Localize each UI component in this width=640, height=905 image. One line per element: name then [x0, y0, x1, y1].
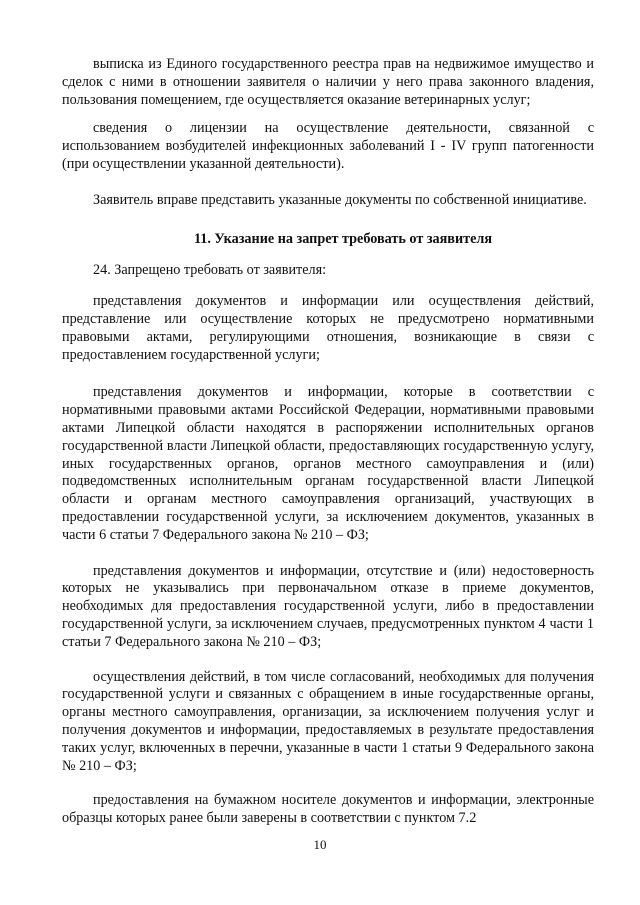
page-number: 10: [313, 837, 327, 852]
document-page: [62, 50, 594, 828]
section-heading: 11. Указание на запрет требовать от заявителя: [193, 230, 493, 247]
paragraph-prohibition-1: представления документов и информации или осуществления действий, представление или осуществление которых не предусмотрено нормативными правовыми актами, регулирующими отношения, возникающие в связи с предоставлением государственной услуги;: [62, 293, 594, 363]
paragraph-prohibition-5: предоставления на бумажном носителе документов и информации, электронные образцы которых ранее были заверены в соответствии с пунктом 7.2: [62, 792, 594, 827]
paragraph-prohibition-4: осуществления действий, в том числе согласований, необходимых для получения государственной услуги и связанных с обращением в иные государственные органы, органы местного самоуправления, организации, за исключением получения услуг и получения документов и информации, предоставляемых в результате предоставления таких услуг, включенных в перечни, указанные в части 1 статьи 9 Федерального закона № 210 – ФЗ;: [62, 668, 594, 774]
paragraph-license-info: сведения о лицензии на осуществление деятельности, связанной с использованием возбудителей инфекционных заболеваний I - IV групп патогенности (при осуществлении указанной деятельности).: [62, 120, 594, 172]
paragraph-prohibition-3: представления документов и информации, отсутствие и (или) недостоверность которых не указывались при первоначальном отказе в приеме документов, необходимых для предоставления государственной услуги, либо в предоставлении государственной услуги, за исключением случаев, предусмотренных пунктом 4 части 1 статьи 7 Федерального закона № 210 – ФЗ;: [62, 562, 594, 650]
paragraph-item-24: 24. Запрещено требовать от заявителя:: [93, 262, 327, 279]
paragraph-registry-extract: выписка из Единого государственного реестра прав на недвижимое имущество и сделок с ними в отношении заявителя о наличии у него права законного владения, пользования помещением, где осуществляется оказание ветеринарных услуг;: [62, 56, 594, 108]
paragraph-prohibition-2: представления документов и информации, которые в соответствии с нормативными правовыми актами Российской Федерации, нормативными правовыми актами Липецкой области находятся в распоряжении исполнительных органов государственной власти Липецкой области, предоставляющих государственную услугу, иных государственных органов, органов местного самоуправления и (или) подведомственных исполнительным органам государственной власти Липецкой области и органам местного самоуправления организаций, участвующих в предоставлении государственной услуги, за исключением документов, указанных в части 6 статьи 7 Федерального закона № 210 – ФЗ;: [62, 384, 594, 543]
paragraph-applicant-initiative: Заявитель вправе представить указанные документы по собственной инициативе.: [93, 191, 587, 208]
